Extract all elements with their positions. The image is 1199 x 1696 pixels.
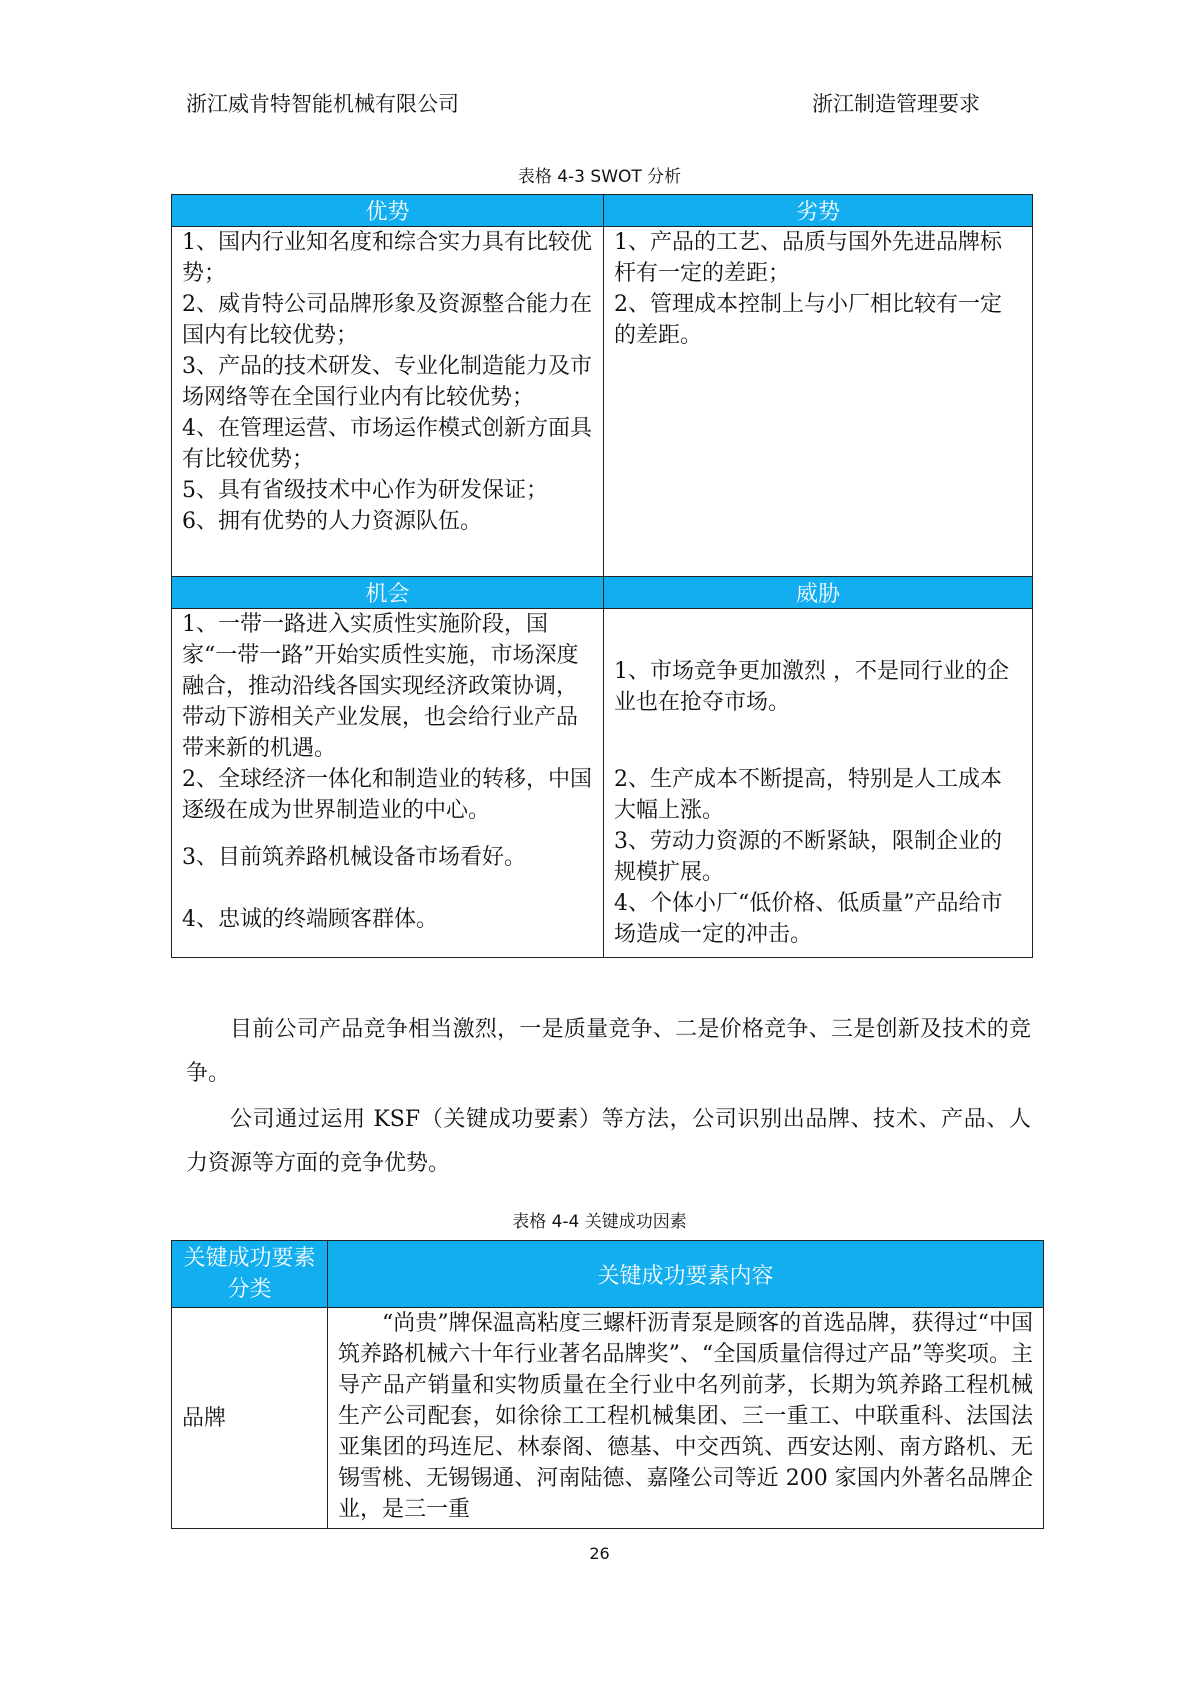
opportunity-item: 1、一带一路进入实质性实施阶段，国家“一带一路”开始实质性实施，市场深度融合，推动沿线各国实现经济政策协调，带动下游相关产业发展，也会给行业产品带来新的机遇。 — [182, 612, 579, 761]
strength-item: 1、国内行业知名度和综合实力具有比较优势； — [182, 230, 592, 286]
strengths-cell — [172, 227, 604, 577]
ksf-category-header: 关键成功要素分类 — [172, 1241, 328, 1308]
strength-item: 3、产品的技术研发、专业化制造能力及市场网络等在全国行业内有比较优势； — [182, 354, 592, 410]
strength-item: 6、拥有优势的人力资源队伍。 — [182, 509, 482, 534]
opportunities-cell — [172, 609, 604, 958]
weakness-item: 2、管理成本控制上与小厂相比较有一定的差距。 — [614, 292, 1002, 348]
threats-header: 威胁 — [604, 577, 1033, 609]
swot-table — [171, 194, 1033, 958]
threat-item: 4、个体小厂“低价格、低质量”产品给市场造成一定的冲击。 — [614, 891, 1003, 947]
header-doc-title: 浙江制造管理要求 — [812, 92, 980, 116]
opportunities-header: 机会 — [172, 577, 604, 609]
strength-item: 4、在管理运营、市场运作模式创新方面具有比较优势； — [182, 416, 592, 472]
ksf-category-cell: 品牌 — [172, 1308, 328, 1529]
body-paragraph-1: 目前公司产品竞争相当激烈，一是质量竞争、二是价格竞争、三是创新及技术的竞争。 — [186, 1017, 1031, 1086]
opportunity-item: 2、全球经济一体化和制造业的转移，中国逐级在成为世界制造业的中心。 — [182, 767, 592, 823]
ksf-content-header: 关键成功要素内容 — [328, 1241, 1044, 1308]
weaknesses-header: 劣势 — [604, 195, 1033, 227]
ksf-table — [171, 1240, 1044, 1529]
threats-cell — [604, 609, 1033, 958]
threat-item: 1、市场竞争更加激烈 ，不是同行业的企业也在抢夺市场。 — [614, 658, 1009, 715]
header-company: 浙江威肯特智能机械有限公司 — [186, 92, 459, 116]
opportunity-item: 4、忠诚的终端顾客群体。 — [182, 906, 438, 932]
threat-item: 2、生产成本不断提高，特别是人工成本大幅上涨。 — [614, 767, 1002, 823]
opportunity-item: 3、目前筑养路机械设备市场看好。 — [182, 844, 526, 870]
page-number: 26 — [589, 1544, 610, 1563]
weakness-item: 1、产品的工艺、品质与国外先进品牌标杆有一定的差距； — [614, 230, 1002, 286]
strength-item: 2、威肯特公司品牌形象及资源整合能力在国内有比较优势； — [182, 292, 592, 348]
ksf-content-cell: “尚贵”牌保温高粘度三螺杆沥青泵是顾客的首选品牌，获得过“中国筑养路机械六十年行业著名品牌奖”、“全国质量信得过产品”等奖项。主导产品产销量和实物质量在全行业中名列前茅，长期为筑养路工程机械生产公司配套，如徐徐工工程机械集团、三一重工、中联重科、法国法亚集团的玛连尼、林泰阁、德基、中交西筑、西安达刚、南方路机、无锡雪桃、无锡锡通、河南陆德、嘉隆公司等近 200 家国内外著名品牌企业，是三一重 — [328, 1308, 1044, 1529]
swot-caption: 表格 4-3 SWOT 分析 — [517, 167, 682, 187]
strength-item: 5、具有省级技术中心作为研发保证； — [182, 478, 548, 503]
body-paragraph-2: 公司通过运用 KSF（关键成功要素）等方法，公司识别出品牌、技术、产品、人力资源等方面的竞争优势。 — [186, 1107, 1031, 1176]
ksf-caption: 表格 4-4 关键成功因素 — [512, 1212, 687, 1232]
threat-item: 3、劳动力资源的不断紧缺，限制企业的规模扩展。 — [614, 829, 1002, 885]
weaknesses-cell — [604, 227, 1033, 577]
strengths-header: 优势 — [172, 195, 604, 227]
